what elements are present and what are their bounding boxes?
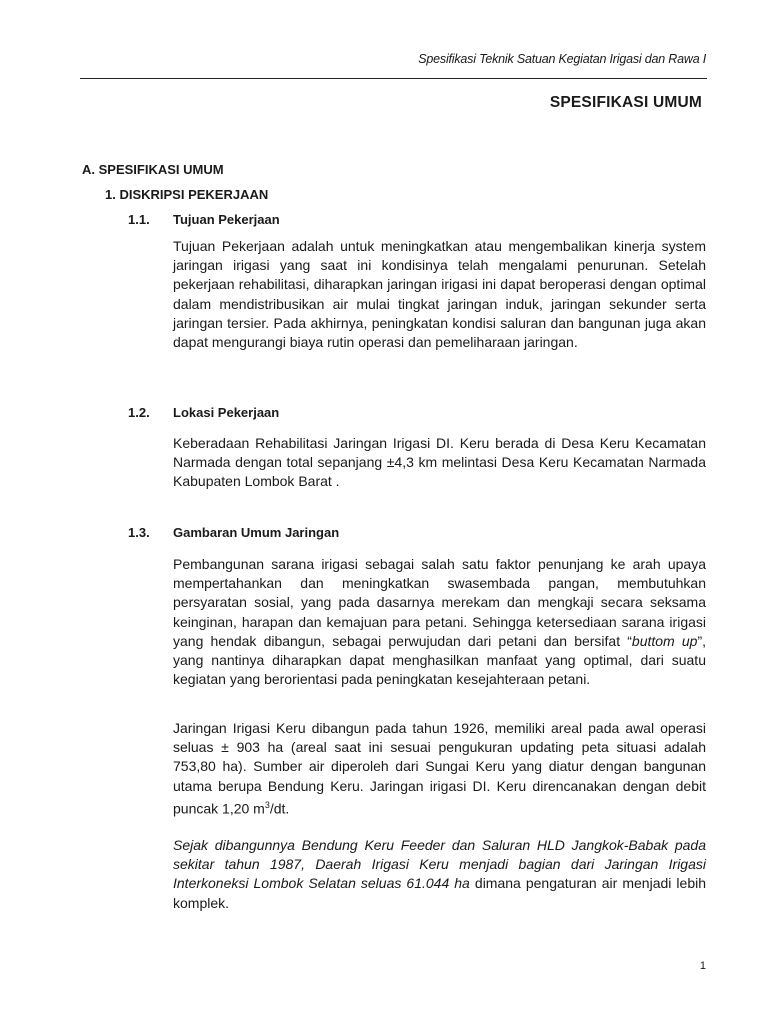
superscript: 3 [264, 799, 270, 810]
paragraph-text: dimana pengaturan air menjadi lebih komplek. [173, 875, 706, 911]
subsection-1-1-heading [128, 212, 688, 227]
subsection-1-2-paragraph: Keberadaan Rehabilitasi Jaringan Irigasi DI. Keru berada di Desa Keru Kecamatan Narmada dengan total sepanjang ±4,3 km melintasi Desa Keru Kecamatan Narmada Kabupaten Lombok Barat . [173, 435, 706, 490]
italic-term: buttom up [631, 632, 698, 649]
paragraph-text: Pembangunan sarana irigasi sebagai salah satu faktor penunjang ke arah upaya mempertahankan dan meningkatkan swasembada pangan, membutuhkan persyaratan sosial, yang pada dasarnya merekam dan mengkaji secara seksama keinginan, harapan dan kemajuan para petani. Sehingga ketersediaan sarana irigasi yang hendak dibangun, sebagai perwujudan dari petani dan bersifat “ [173, 556, 706, 649]
subsection-title: Lokasi Pekerjaan [173, 405, 280, 420]
italic-text: Sejak dibangunnya Bendung Keru Feeder dan Saluran HLD Jangkok-Babak pada sekitar tahun 1987, Daerah Irigasi Keru menjadi bagian dari Jaringan Irigasi Interkoneksi Lombok Selatan seluas 61.044 ha [173, 837, 706, 892]
subsection-1-3-paragraph-1 [173, 555, 706, 689]
subsection-title: Gambaran Umum Jaringan [173, 525, 340, 540]
subsection-1-3-paragraph-3 [173, 836, 706, 913]
subsection-1-3-heading [128, 525, 688, 540]
paragraph-text: ”, yang nantinya diharapkan dapat menghasilkan manfaat yang optimal, dari suatu kegiatan yang berorientasi pada peningkatan kesejahteraan petani. [173, 632, 706, 688]
page-number: 1 [699, 960, 706, 972]
document-title: SPESIFIKASI UMUM [549, 94, 702, 111]
paragraph-text: Jaringan Irigasi Keru dibangun pada tahun 1926, memiliki areal pada awal operasi seluas ± 903 ha (areal saat ini sesuai pengukuran updating peta situasi adalah 753,80 ha). Sumber air diperoleh dari Sungai Keru yang diatur dengan bangunan utama berupa Bendung Keru. Jaringan irigasi DI. Keru direncanakan dengan debit puncak 1,20 m [173, 720, 706, 817]
subsection-number: 1.3. [128, 525, 150, 540]
paragraph-text: /dt. [269, 800, 290, 817]
subsection-1-2-heading [128, 405, 688, 420]
subsection-title: Tujuan Pekerjaan [173, 212, 280, 227]
section-1-heading: 1. DISKRIPSI PEKERJAAN [105, 187, 269, 202]
subsection-1-3-paragraph-2 [173, 719, 706, 819]
subsection-number: 1.2. [128, 405, 150, 420]
subsection-1-1-paragraph: Tujuan Pekerjaan adalah untuk meningkatkan atau mengembalikan kinerja system jaringan irigasi yang saat ini kondisinya telah mengalami penurunan. Setelah pekerjaan rehabilitasi, diharapkan jaringan irigasi ini dapat beroperasi dengan optimal dalam mendistribusikan air mulai tingkat jaringan induk, jaringan sekunder serta jaringan tersier. Pada akhirnya, peningkatan kondisi saluran dan bangunan juga akan dapat mengurangi biaya rutin operasi dan pemeliharaan jaringan. [173, 238, 706, 351]
running-header: Spesifikasi Teknik Satuan Kegiatan Irigasi dan Rawa I [418, 52, 706, 66]
subsection-number: 1.1. [128, 212, 150, 227]
section-a-heading: A. SPESIFIKASI UMUM [82, 162, 224, 177]
header-divider [80, 78, 707, 79]
